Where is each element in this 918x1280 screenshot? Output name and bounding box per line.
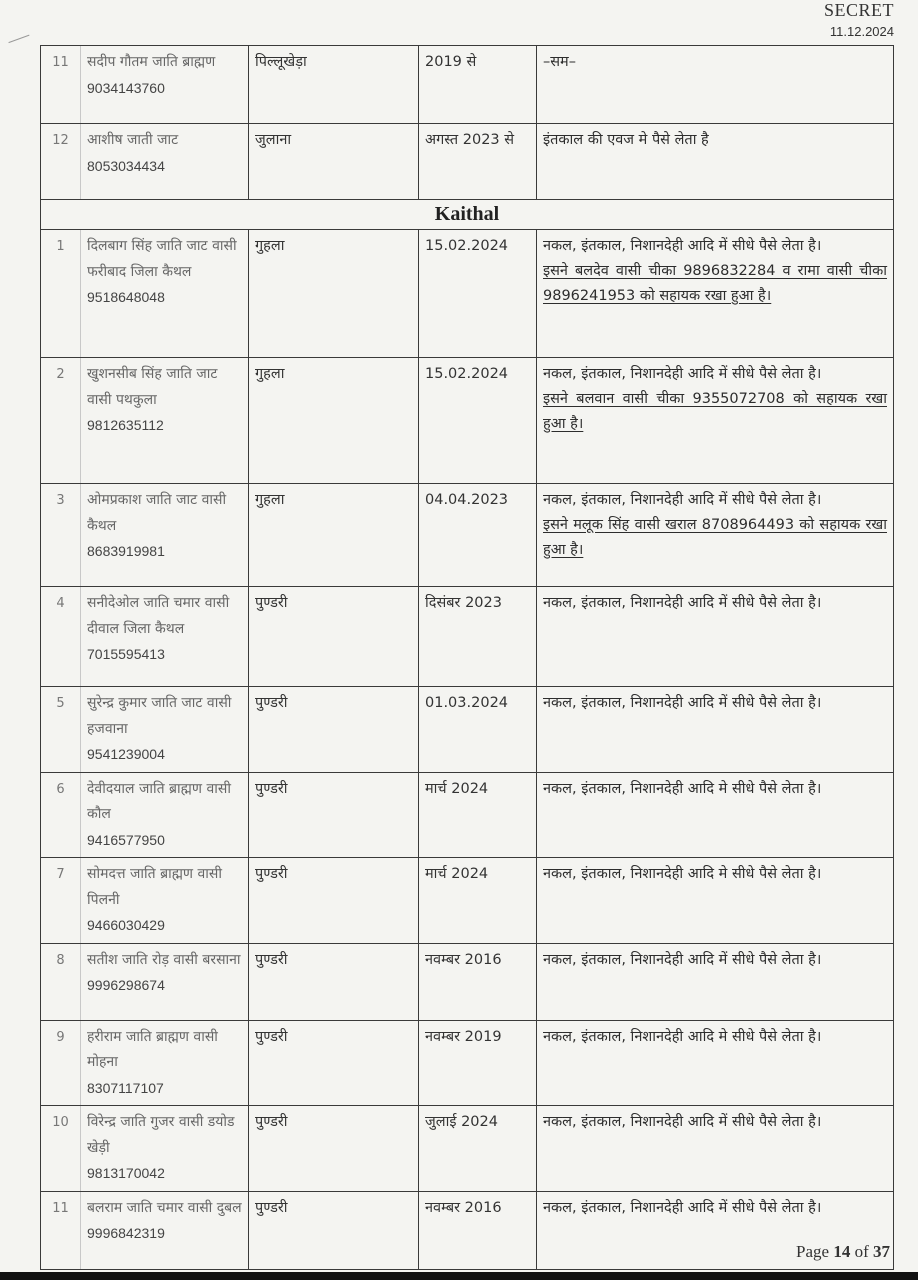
row-remark: नकल, इंतकाल, निशानदेही आदि में सीधे पैसे लेता है।: [537, 1191, 894, 1269]
table-row: [41, 1191, 894, 1269]
row-sno: 12: [41, 124, 81, 200]
table-row: [41, 484, 894, 587]
row-name: [81, 587, 249, 687]
table-row: [41, 772, 894, 858]
row-place: पुण्डरी: [249, 1020, 419, 1106]
table-row: [41, 687, 894, 773]
page-number: 14: [833, 1242, 851, 1261]
row-sno: 10: [41, 1106, 81, 1192]
classification-label: SECRET: [823, 0, 894, 20]
row-place: पुण्डरी: [249, 772, 419, 858]
row-since: मार्च 2024: [419, 772, 537, 858]
row-remark: नकल, इंतकाल, निशानदेही आदि मे सीधे पैसे लेता है।: [537, 1020, 894, 1106]
row-remark: –सम–: [537, 46, 894, 124]
row-since: 15.02.2024: [419, 230, 537, 358]
row-name-text: खुशनसीब सिंह जाति जाट वासी पथकुला: [87, 366, 218, 408]
row-phone: 9812635112: [87, 417, 164, 433]
district-heading: Kaithal: [41, 200, 894, 230]
row-since: 01.03.2024: [419, 687, 537, 773]
row-since: 04.04.2023: [419, 484, 537, 587]
row-remark-assistant: इसने बलदेव वासी चीका 9896832284 व रामा वासी चीका 9896241953 को सहायक रखा हुआ है।: [543, 263, 887, 304]
row-place: पिल्लूखेड़ा: [249, 46, 419, 124]
row-remark-text: नकल, इंतकाल, निशानदेही आदि में सीधे पैसे लेता है।: [543, 238, 822, 254]
row-name-text: सनीदेओल जाति चमार वासी दीवाल जिला कैथल: [87, 595, 230, 637]
row-sno: 1: [41, 230, 81, 358]
row-since: मार्च 2024: [419, 858, 537, 944]
row-sno: 9: [41, 1020, 81, 1106]
row-name: [81, 484, 249, 587]
row-place: पुण्डरी: [249, 587, 419, 687]
row-remark-text: नकल, इंतकाल, निशानदेही आदि में सीधे पैसे लेता है।: [543, 492, 822, 508]
row-sno: 6: [41, 772, 81, 858]
row-name: [81, 943, 249, 1020]
table-row: [41, 858, 894, 944]
row-sno: 7: [41, 858, 81, 944]
row-phone: 9466030429: [87, 917, 165, 933]
row-phone: 7015595413: [87, 646, 165, 662]
row-phone: 8053034434: [87, 157, 165, 174]
row-since: दिसंबर 2023: [419, 587, 537, 687]
row-place: गुहला: [249, 358, 419, 484]
district-heading-row: [41, 200, 894, 230]
row-sno: 3: [41, 484, 81, 587]
table-row: [41, 1020, 894, 1106]
row-since: नवम्बर 2016: [419, 1191, 537, 1269]
row-remark: नकल, इंतकाल, निशानदेही आदि में सीधे पैसे लेता है।: [537, 1106, 894, 1192]
row-name: [81, 772, 249, 858]
row-phone: 9541239004: [87, 746, 165, 762]
row-place: पुण्डरी: [249, 943, 419, 1020]
row-sno: 11: [41, 46, 81, 124]
table-row: [41, 358, 894, 484]
row-name: [81, 1106, 249, 1192]
bottom-edge: [0, 1272, 918, 1280]
row-name-text: हरीराम जाति ब्राह्मण वासी मोहना: [87, 1028, 218, 1070]
row-name: [81, 124, 249, 200]
row-name-text: बलराम जाति चमार वासी दुबल: [87, 1199, 242, 1216]
row-phone: 9518648048: [87, 289, 165, 305]
row-name: [81, 1020, 249, 1106]
row-place: जुलाना: [249, 124, 419, 200]
page-footer: [796, 1242, 890, 1262]
row-place: पुण्डरी: [249, 1106, 419, 1192]
row-name-text: आशीष जाती जाट: [87, 132, 179, 148]
row-since: अगस्त 2023 से: [419, 124, 537, 200]
row-name-text: सोमदत्त जाति ब्राह्मण वासी पिलनी: [87, 866, 222, 908]
row-name: [81, 687, 249, 773]
row-place: पुण्डरी: [249, 858, 419, 944]
row-name: [81, 358, 249, 484]
row-place: गुहला: [249, 230, 419, 358]
row-phone: 9813170042: [87, 1165, 165, 1181]
row-since: 15.02.2024: [419, 358, 537, 484]
row-sno: 8: [41, 943, 81, 1020]
row-remark-assistant: इसने मलूक सिंह वासी खराल 8708964493 को सहायक रखा हुआ है।: [543, 517, 887, 558]
scribble-mark: [8, 35, 33, 55]
page-total: 37: [873, 1242, 890, 1261]
document-date: 11.12.2024: [829, 24, 894, 39]
row-remark: इंतकाल की एवज मे पैसे लेता है: [537, 124, 894, 200]
table-row: [41, 1106, 894, 1192]
row-since: जुलाई 2024: [419, 1106, 537, 1192]
page-label: Page: [796, 1242, 830, 1261]
row-phone: 9416577950: [87, 831, 165, 848]
row-sno: 4: [41, 587, 81, 687]
table-row: [41, 230, 894, 358]
row-remark: नकल, इंतकाल, निशानदेही आदि मे सीधे पैसे लेता है।: [537, 772, 894, 858]
row-phone: 8683919981: [87, 543, 165, 559]
row-name-text: ओमप्रकाश जाति जाट वासी कैथल: [87, 492, 227, 534]
row-name-text: सतीश जाति रोड़ वासी बरसाना: [87, 951, 241, 968]
row-remark: नकल, इंतकाल, निशानदेही आदि में सीधे पैसे लेता है।: [537, 587, 894, 687]
row-sno: 11: [41, 1191, 81, 1269]
page-of-label: of: [854, 1242, 869, 1261]
row-remark: नकल, इंतकाल, निशानदेही आदि में सीधे पैसे लेता है।: [537, 687, 894, 773]
row-phone: 8307117107: [87, 1079, 164, 1096]
row-since: नवम्बर 2019: [419, 1020, 537, 1106]
row-sno: 5: [41, 687, 81, 773]
row-name-text: सदीप गौतम जाति ब्राह्मण: [87, 54, 216, 70]
table-row: [41, 124, 894, 200]
row-name: [81, 46, 249, 124]
row-remark: [537, 230, 894, 358]
row-since: नवम्बर 2016: [419, 943, 537, 1020]
row-place: पुण्डरी: [249, 1191, 419, 1269]
row-sno: 2: [41, 358, 81, 484]
row-remark: [537, 358, 894, 484]
row-phone: 9996842319: [87, 1225, 165, 1241]
row-name-text: सुरेन्द्र कुमार जाति जाट वासी हजवाना: [87, 695, 232, 737]
row-name-text: देवीदयाल जाति ब्राह्मण वासी कौल: [87, 780, 231, 822]
row-since: 2019 से: [419, 46, 537, 124]
row-phone: 9034143760: [87, 79, 165, 96]
table-row: [41, 587, 894, 687]
row-name: [81, 1191, 249, 1269]
row-remark-assistant: इसने बलवान वासी चीका 9355072708 को सहायक रखा हुआ है।: [543, 391, 887, 432]
row-remark-text: नकल, इंतकाल, निशानदेही आदि में सीधे पैसे लेता है।: [543, 366, 822, 382]
row-remark: नकल, इंतकाल, निशानदेही आदि में सीधे पैसे लेता है।: [537, 943, 894, 1020]
row-name-text: विरेन्द्र जाति गुजर वासी डयोड खेड़ी: [87, 1114, 235, 1156]
row-phone: 9996298674: [87, 977, 165, 993]
row-name-text: दिलबाग सिंह जाति जाट वासी फरीबाद जिला कैथल: [87, 238, 237, 280]
row-place: पुण्डरी: [249, 687, 419, 773]
row-place: गुहला: [249, 484, 419, 587]
records-table: [40, 45, 894, 1270]
row-remark: [537, 484, 894, 587]
table-row: [41, 46, 894, 124]
row-remark: नकल, इंतकाल, निशानदेही आदि मे सीधे पैसे लेता है।: [537, 858, 894, 944]
row-name: [81, 858, 249, 944]
table-row: [41, 943, 894, 1020]
row-name: [81, 230, 249, 358]
